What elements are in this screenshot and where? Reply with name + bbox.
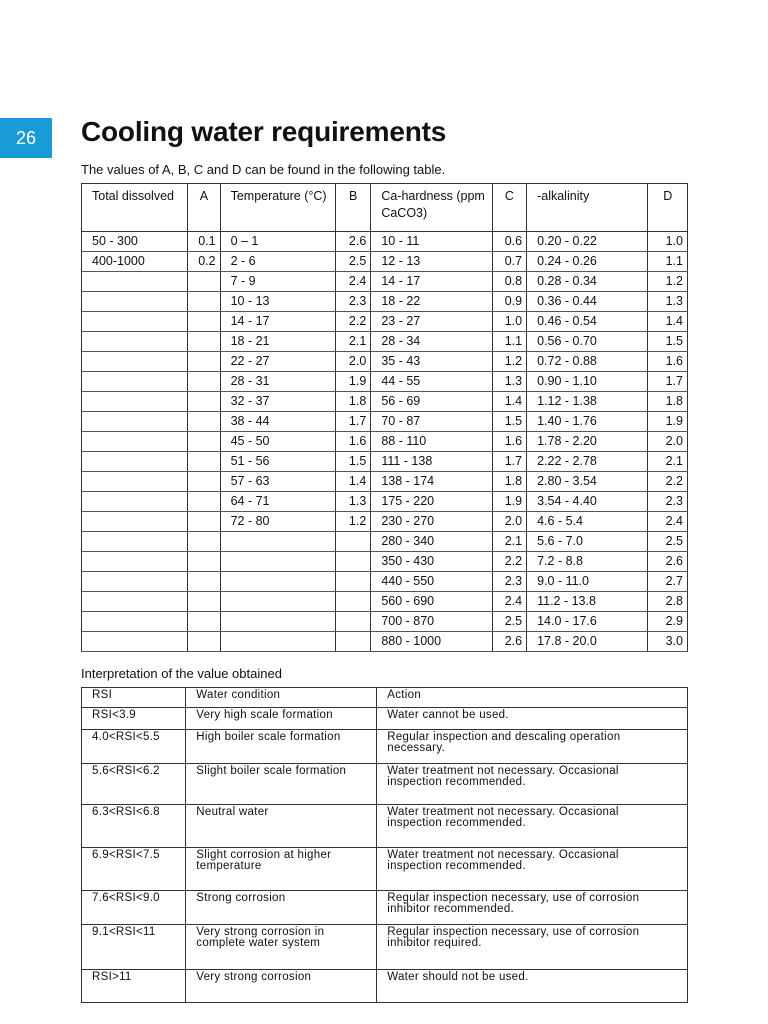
table-cell: 3.54 - 4.40 [527,492,648,512]
table-cell: RSI>11 [82,970,186,1003]
table-cell: 400-1000 [82,252,188,272]
table-cell: 2.2 [335,312,370,332]
table-cell: Regular inspection and descaling operation necessary. [377,730,688,764]
table-cell: 0.28 - 0.34 [527,272,648,292]
table-cell [188,572,220,592]
table-cell: 2.5 [335,252,370,272]
table-cell: 28 - 31 [220,372,335,392]
table-cell: 2.1 [648,452,688,472]
table-cell: Water cannot be used. [377,708,688,730]
table-cell: 9.1<RSI<11 [82,925,186,970]
table-row [82,730,688,764]
table-row [82,272,688,292]
table-cell [188,292,220,312]
table-cell: 880 - 1000 [371,632,492,652]
table-cell: 2.3 [648,492,688,512]
table-cell [188,492,220,512]
table-cell [188,412,220,432]
table-cell [82,412,188,432]
table-cell: 2.7 [648,572,688,592]
table-cell: 2.0 [492,512,526,532]
table-cell: 1.1 [492,332,526,352]
table-cell: 1.12 - 1.38 [527,392,648,412]
table-cell: 0.8 [492,272,526,292]
table-cell: 7.2 - 8.8 [527,552,648,572]
table-cell: 0.1 [188,232,220,252]
table-cell: 1.0 [648,232,688,252]
table-cell [82,292,188,312]
page-number: 26 [15,127,37,148]
table-cell [188,612,220,632]
table-cell: 2.2 [492,552,526,572]
table-cell: 14 - 17 [371,272,492,292]
table-cell [220,552,335,572]
table-row [82,632,688,652]
table-cell: 7.6<RSI<9.0 [82,891,186,925]
table-cell [220,572,335,592]
table-cell: 2.6 [648,552,688,572]
table-cell: 5.6<RSI<6.2 [82,764,186,805]
table-cell: 10 - 13 [220,292,335,312]
table-cell [82,592,188,612]
interpretation-table-header-row [82,688,688,708]
table-cell: 0.9 [492,292,526,312]
table-cell: 1.9 [492,492,526,512]
table-cell: 1.7 [335,412,370,432]
table-cell: 1.2 [492,352,526,372]
table-cell: 88 - 110 [371,432,492,452]
table-cell: 0.7 [492,252,526,272]
values-table-header-cell: C [492,184,526,232]
table-cell: 2.1 [335,332,370,352]
table-cell [220,612,335,632]
table-cell: 2.6 [492,632,526,652]
table-intro-text: The values of A, B, C and D can be found in the following table. [81,162,446,177]
table-cell: 18 - 22 [371,292,492,312]
table-cell: 50 - 300 [82,232,188,252]
table-cell [220,592,335,612]
table-cell: 2.4 [492,592,526,612]
table-cell: 350 - 430 [371,552,492,572]
table-row [82,292,688,312]
table-row [82,805,688,848]
table-cell: 2.5 [648,532,688,552]
values-table-header-cell: Total dissolved [82,184,188,232]
interpretation-table-header-cell: Action [377,688,688,708]
table-row [82,891,688,925]
table-row [82,512,688,532]
table-cell: 72 - 80 [220,512,335,532]
table-cell: 0.24 - 0.26 [527,252,648,272]
table-cell: 2.6 [335,232,370,252]
table-cell: 0.6 [492,232,526,252]
table-cell: 70 - 87 [371,412,492,432]
table-cell: 2.0 [335,352,370,372]
table-cell [82,632,188,652]
table-cell [188,512,220,532]
table-cell [82,532,188,552]
table-cell: 440 - 550 [371,572,492,592]
table-cell: 1.8 [492,472,526,492]
table-cell: 0.2 [188,252,220,272]
table-cell: Water treatment not necessary. Occasional inspection recommended. [377,805,688,848]
table-cell [82,392,188,412]
table-cell: 57 - 63 [220,472,335,492]
table-cell: 1.6 [335,432,370,452]
table-cell [188,432,220,452]
table-cell [82,352,188,372]
table-cell: 9.0 - 11.0 [527,572,648,592]
table-cell [188,552,220,572]
table-row [82,252,688,272]
table-cell: 0.36 - 0.44 [527,292,648,312]
table-cell: 175 - 220 [371,492,492,512]
table-cell [188,632,220,652]
table-cell: 1.8 [648,392,688,412]
values-table-header-cell: Ca-hardness (ppm CaCO3) [371,184,492,232]
table-row [82,392,688,412]
table-cell: 0.20 - 0.22 [527,232,648,252]
table-cell: 2.4 [648,512,688,532]
table-cell: 560 - 690 [371,592,492,612]
table-cell: 111 - 138 [371,452,492,472]
table-cell: 1.5 [648,332,688,352]
table-cell [82,452,188,472]
table-cell: 2.80 - 3.54 [527,472,648,492]
table-cell [188,332,220,352]
table-cell: Regular inspection necessary, use of corrosion inhibitor recommended. [377,891,688,925]
table-cell: 1.6 [492,432,526,452]
table-cell [82,572,188,592]
table-cell: 14.0 - 17.6 [527,612,648,632]
table-cell [188,472,220,492]
table-cell: RSI<3.9 [82,708,186,730]
table-cell [188,352,220,372]
table-row [82,552,688,572]
table-cell [82,512,188,532]
table-cell: 18 - 21 [220,332,335,352]
table-cell: 1.5 [335,452,370,472]
table-cell: 7 - 9 [220,272,335,292]
values-table [81,183,688,652]
table-cell: 6.9<RSI<7.5 [82,848,186,891]
table-cell: 2.3 [492,572,526,592]
table-row [82,352,688,372]
table-cell: 1.2 [335,512,370,532]
interpretation-table-header-cell: RSI [82,688,186,708]
table-row [82,332,688,352]
table-row [82,708,688,730]
table-cell: Slight boiler scale formation [186,764,377,805]
table-cell [82,612,188,632]
table-cell: 700 - 870 [371,612,492,632]
values-table-header-cell: -alkalinity [527,184,648,232]
values-table-header-cell: Temperature (°C) [220,184,335,232]
table-cell: 1.3 [492,372,526,392]
table-cell [82,372,188,392]
table-cell: 138 - 174 [371,472,492,492]
table-cell: 1.78 - 2.20 [527,432,648,452]
table-row [82,848,688,891]
table-cell: 2 - 6 [220,252,335,272]
table-cell [188,452,220,472]
table-row [82,572,688,592]
table-cell: 1.6 [648,352,688,372]
table-cell [335,552,370,572]
table-cell: Water should not be used. [377,970,688,1003]
interpretation-table-header-cell: Water condition [186,688,377,708]
values-table-header-cell: D [648,184,688,232]
table-cell: 0.56 - 0.70 [527,332,648,352]
table-cell [335,532,370,552]
table-cell: 0.90 - 1.10 [527,372,648,392]
table-cell: 0.46 - 0.54 [527,312,648,332]
table-cell: 1.4 [492,392,526,412]
table-cell: High boiler scale formation [186,730,377,764]
table-cell [335,572,370,592]
table-cell [82,312,188,332]
table-cell: 280 - 340 [371,532,492,552]
table-cell: 1.1 [648,252,688,272]
table-cell: 4.6 - 5.4 [527,512,648,532]
interpretation-table-body [82,708,688,1003]
table-cell: Slight corrosion at higher temperature [186,848,377,891]
values-table-body [82,232,688,652]
table-row [82,472,688,492]
table-cell: 2.0 [648,432,688,452]
table-cell: 2.22 - 2.78 [527,452,648,472]
table-cell [188,392,220,412]
table-cell: 1.4 [648,312,688,332]
table-cell [188,272,220,292]
table-cell [335,592,370,612]
table-cell: 3.0 [648,632,688,652]
table-cell: 64 - 71 [220,492,335,512]
table-cell: 0 – 1 [220,232,335,252]
table-row [82,372,688,392]
table-row [82,612,688,632]
table-cell: 5.6 - 7.0 [527,532,648,552]
table-cell: 2.2 [648,472,688,492]
table-row [82,970,688,1003]
page-title: Cooling water requirements [81,116,447,147]
table-row [82,232,688,252]
table-cell: 35 - 43 [371,352,492,372]
page-number-badge [0,118,52,158]
table-cell: 1.7 [648,372,688,392]
table-cell: 1.9 [335,372,370,392]
table-cell: 14 - 17 [220,312,335,332]
table-cell: 2.3 [335,292,370,312]
table-cell: 44 - 55 [371,372,492,392]
table-cell [335,612,370,632]
table-row [82,312,688,332]
table-cell: Regular inspection necessary, use of corrosion inhibitor required. [377,925,688,970]
values-table-header-row [82,184,688,232]
table-cell: Very high scale formation [186,708,377,730]
table-cell: 4.0<RSI<5.5 [82,730,186,764]
table-cell: 2.8 [648,592,688,612]
table-cell: 1.9 [648,412,688,432]
table-cell: 2.4 [335,272,370,292]
table-cell [220,632,335,652]
table-cell: 51 - 56 [220,452,335,472]
table-row [82,532,688,552]
table-cell [82,552,188,572]
table-cell: 32 - 37 [220,392,335,412]
table-cell: 28 - 34 [371,332,492,352]
interpretation-caption: Interpretation of the value obtained [81,666,282,681]
table-row [82,412,688,432]
table-cell: Water treatment not necessary. Occasional inspection recommended. [377,764,688,805]
table-cell [82,332,188,352]
table-cell: Neutral water [186,805,377,848]
table-cell: 12 - 13 [371,252,492,272]
values-table-header-cell: B [335,184,370,232]
table-cell: Water treatment not necessary. Occasional inspection recommended. [377,848,688,891]
table-row [82,432,688,452]
table-cell: 2.5 [492,612,526,632]
table-cell: 1.40 - 1.76 [527,412,648,432]
table-cell [188,372,220,392]
table-row [82,452,688,472]
table-cell: 0.72 - 0.88 [527,352,648,372]
table-cell: 6.3<RSI<6.8 [82,805,186,848]
table-row [82,925,688,970]
table-cell: 45 - 50 [220,432,335,452]
table-cell: 23 - 27 [371,312,492,332]
table-cell: 1.8 [335,392,370,412]
table-cell: 1.3 [648,292,688,312]
table-cell: 1.4 [335,472,370,492]
table-cell [82,472,188,492]
table-cell: 1.0 [492,312,526,332]
table-cell [82,492,188,512]
table-cell: 1.2 [648,272,688,292]
table-cell: Very strong corrosion in complete water system [186,925,377,970]
table-cell: 1.3 [335,492,370,512]
table-cell [82,272,188,292]
table-cell: 1.5 [492,412,526,432]
table-row [82,764,688,805]
values-table-header-cell: A [188,184,220,232]
table-cell: 10 - 11 [371,232,492,252]
table-cell: 38 - 44 [220,412,335,432]
table-cell: Strong corrosion [186,891,377,925]
table-cell: 11.2 - 13.8 [527,592,648,612]
table-row [82,492,688,512]
table-cell [82,432,188,452]
interpretation-table [81,687,688,1003]
table-cell: 1.7 [492,452,526,472]
table-cell [220,532,335,552]
table-cell: Very strong corrosion [186,970,377,1003]
table-row [82,592,688,612]
table-cell: 2.1 [492,532,526,552]
table-cell: 56 - 69 [371,392,492,412]
table-cell: 17.8 - 20.0 [527,632,648,652]
table-cell: 2.9 [648,612,688,632]
table-cell [188,532,220,552]
table-cell: 22 - 27 [220,352,335,372]
table-cell [335,632,370,652]
table-cell [188,592,220,612]
table-cell: 230 - 270 [371,512,492,532]
table-cell [188,312,220,332]
